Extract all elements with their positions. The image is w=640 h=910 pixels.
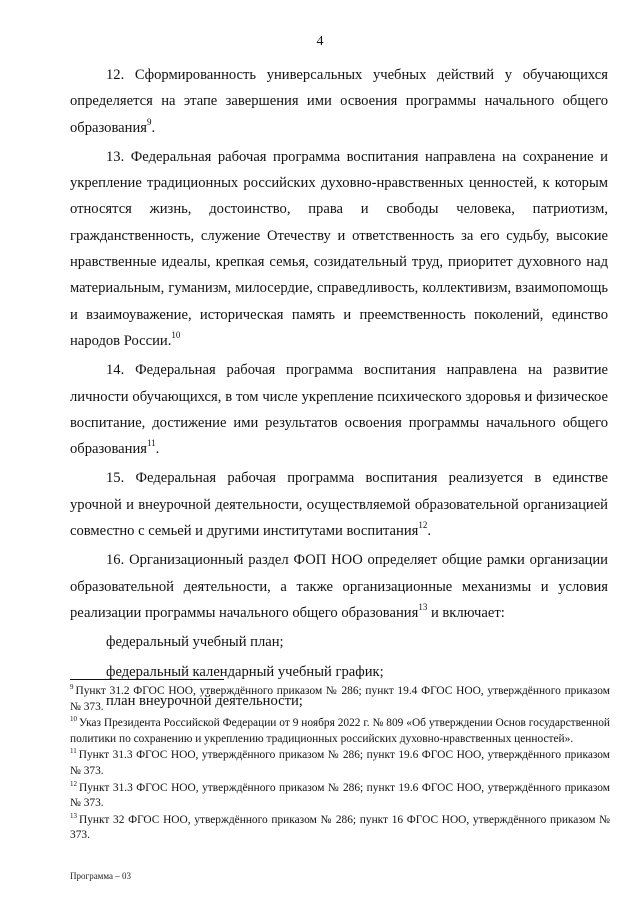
paragraph-text: 12. Сформированность универсальных учебных действий у обучающихся определяется на этапе завершения ими освоения программы начального общего образования bbox=[70, 67, 608, 136]
list-item: федеральный календарный учебный график; bbox=[106, 663, 384, 680]
paragraph-14 bbox=[70, 357, 608, 462]
footnote-text: Пункт 31.3 ФГОС НОО, утверждённого приказом № 286; пункт 19.6 ФГОС НОО, утверждённого приказом № 373. bbox=[70, 781, 610, 810]
footnote-number: 11 bbox=[70, 747, 77, 756]
paragraph-tail: . bbox=[155, 441, 160, 458]
paragraph-text: 15. Федеральная рабочая программа воспитания реализуется в единстве урочной и внеурочной деятельности, осуществляемой образовательной организацией совместно с семьей и другими институтами воспитания bbox=[70, 470, 608, 540]
footnote-number: 10 bbox=[70, 715, 77, 724]
footnote-9 bbox=[70, 684, 610, 715]
footnote-number: 13 bbox=[70, 811, 77, 820]
footnote-number: 12 bbox=[70, 779, 77, 788]
footnote-ref: 13 bbox=[418, 601, 428, 612]
paragraph-text: 14. Федеральная рабочая программа воспитания направлена на развитие личности обучающихся, в том числе укрепление психического здоровья и физическое воспитание, достижение ими результатов освоения программы начального общего образования bbox=[70, 362, 608, 458]
footnote-text: Пункт 31.3 ФГОС НОО, утверждённого приказом № 286; пункт 19.6 ФГОС НОО, утверждённого приказом № 373. bbox=[70, 749, 610, 777]
paragraph-text: 16. Организационный раздел ФОП НОО определяет общие рамки организации образовательной деятельности, а также организационные механизмы и условия реализации программы начального общего образования bbox=[70, 552, 608, 621]
footnote-12 bbox=[70, 781, 610, 812]
body-text bbox=[70, 62, 608, 717]
paragraph-12 bbox=[70, 62, 608, 141]
page-number: 4 bbox=[316, 34, 324, 49]
list-item: план внеурочной деятельности; bbox=[106, 692, 303, 709]
footnote-ref: 12 bbox=[418, 520, 428, 531]
paragraph-tail: и включает: bbox=[427, 604, 505, 621]
footnote-ref: 11 bbox=[146, 438, 156, 449]
paragraph-text: 13. Федеральная рабочая программа воспитания направлена на сохранение и укрепление традиционных российских духовно-нравственных ценностей, к которым относятся жизнь, достоинство, права и свободы человека, патриотизм, гражданственность, служение Отечеству и ответственность за его судьбу, высокие нравственные идеалы, крепкая семья, созидательный труд, приоритет духовного над материальным, гуманизм, милосердие, справедливость, коллективизм, взаимопомощь и взаимоуважение, историческая память и преемственность поколений, единство народов России. bbox=[70, 148, 608, 349]
footnote-text: Указ Президента Российской Федерации от 9 ноября 2022 г. № 809 «Об утверждении Основ государственной политики по сохранению и укреплению традиционных российских духовно-нравственных ценностей». bbox=[70, 717, 610, 745]
list-item: федеральный учебный план; bbox=[106, 634, 284, 651]
page-footer: Программа – 03 bbox=[70, 871, 132, 881]
footnote-text: Пункт 31.2 ФГОС НОО, утверждённого приказом № 286; пункт 19.4 ФГОС НОО, утверждённого приказом № 373. bbox=[70, 685, 610, 713]
paragraph-tail: . bbox=[427, 523, 432, 540]
paragraph-15 bbox=[70, 465, 608, 544]
footnote-ref: 10 bbox=[171, 329, 181, 340]
footnote-text: Пункт 32 ФГОС НОО, утверждённого приказом № 286; пункт 16 ФГОС НОО, утверждённого приказом № 373. bbox=[70, 813, 610, 842]
paragraph-13 bbox=[70, 144, 608, 354]
footnote-13 bbox=[70, 813, 610, 844]
paragraph-tail: . bbox=[151, 119, 156, 136]
paragraph-16 bbox=[70, 547, 608, 626]
footnote-11 bbox=[70, 748, 610, 779]
footnote-divider bbox=[70, 679, 224, 680]
footnote-ref: 9 bbox=[146, 116, 152, 127]
footnote-number: 9 bbox=[70, 683, 74, 691]
footnotes bbox=[70, 684, 610, 845]
footnote-10 bbox=[70, 716, 610, 747]
